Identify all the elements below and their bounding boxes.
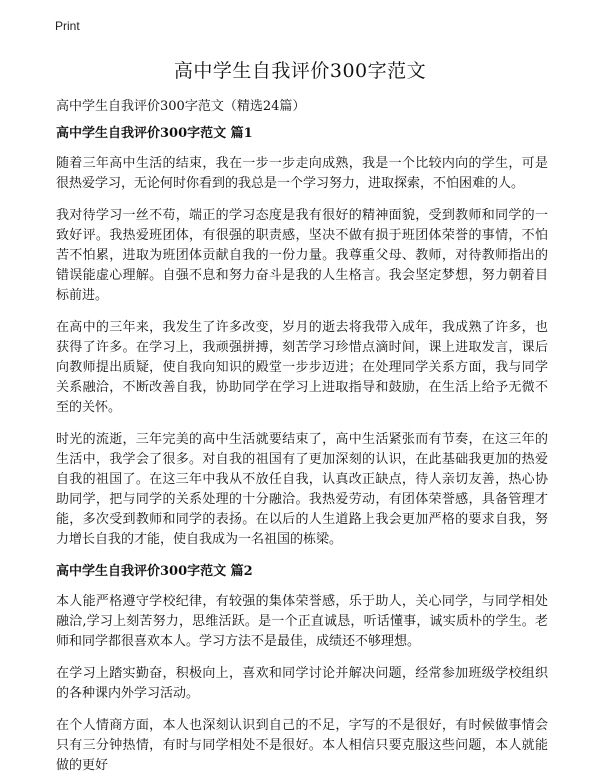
paragraph: 我对待学习一丝不苟，端正的学习态度是我有很好的精神面貌，受到教师和同学的一致好评。我热爱班团体，有很强的职责感，坚决不做有损于班团体荣誉的事情，不怕苦不怕累，进取为班团体贡献自我的一份力量。我尊重父母、教师，对待教师指出的错误能虚心理解。自强不息和努力奋斗是我的人生格言。我会坚定梦想，努力朝着目标前进。 xyxy=(56,208,548,303)
document-subtitle: 高中学生自我评价300字范文（精选24篇） xyxy=(56,99,306,114)
paragraph: 随着三年高中生活的结束，我在一步一步走向成熟，我是一个比较内向的学生，可是很热爱学习，无论何时你看到的我总是一个学习努力，进取探索，不怕困难的人。 xyxy=(56,156,548,191)
print-link[interactable]: Print xyxy=(55,19,80,33)
section-1 xyxy=(56,124,548,550)
paragraph: 时光的流逝，三年完美的高中生活就要结束了，高中生活紧张而有节奏，在这三年的生活中，我学会了很多。对自我的祖国有了更加深刻的认识，在此基础我更加的热爱自我的祖国了。在这三年中我从不放任自我，认真改正缺点，待人亲切友善，热心协助同学，把与同学的关系处理的十分融洽。我热爱劳动，有团体荣誉感，具备管理才能，多次受到教师和同学的表扬。在以后的人生道路上我会更加严格的要求自我，努力增长自我的才能，使自我成为一名祖国的栋梁。 xyxy=(56,432,548,547)
page-title: 高中学生自我评价300字范文 xyxy=(173,60,427,82)
paragraph: 本人能严格遵守学校纪律，有较强的集体荣誉感，乐于助人，关心同学，与同学相处融洽,学习上刻苦努力，思维活跃。是一个正直诚恳，听话懂事，诚实质朴的学生。老师和同学都很喜欢本人。学习方法不是最佳，成绩还不够理想。 xyxy=(56,594,548,649)
section-2 xyxy=(56,562,548,776)
section-heading: 高中学生自我评价300字范文 篇1 xyxy=(56,126,253,141)
section-heading: 高中学生自我评价300字范文 篇2 xyxy=(56,564,253,579)
paragraph: 在高中的三年来，我发生了许多改变，岁月的逝去将我带入成年，我成熟了许多，也获得了许多。在学习上，我顽强拼搏，刻苦学习珍惜点滴时间，课上进取发言，课后向教师提出质疑，使自我向知识的殿堂一步步迈进；在处理同学关系方面，我与同学关系融洽，不断改善自我，协助同学在学习上进取指导和鼓励，在生活上给予无微不至的关怀。 xyxy=(56,320,548,415)
paragraph: 在学习上踏实勤奋，积极向上，喜欢和同学讨论并解决问题，经常参加班级学校组织的各种课内外学习活动。 xyxy=(56,666,548,701)
paragraph: 在个人情商方面，本人也深刻认识到自己的不足，字写的不是很好，有时候做事情会只有三分钟热情，有时与同学相处不是很好。本人相信只要克服这些问题，本人就能做的更好 xyxy=(56,718,548,773)
document-body xyxy=(56,124,548,776)
